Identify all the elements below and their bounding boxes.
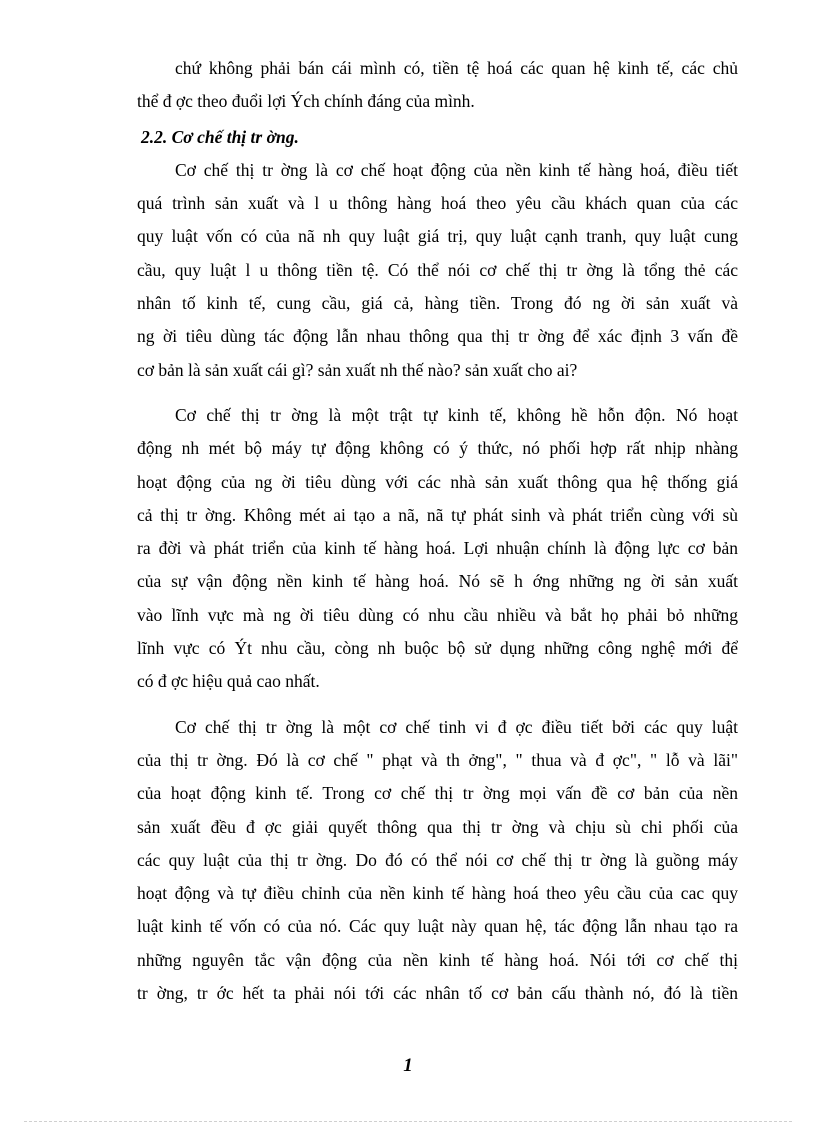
paragraph-2-line-3: hoạt động của ng ời tiêu dùng với các nhà sản xuất thông qua hệ thống giá [137,471,738,492]
section-heading: 2.2. Cơ chế thị tr ờng. [141,126,299,147]
paragraph-3-line-7: luật kinh tế vốn có của nó. Các quy luật này quan hệ, tác động lẫn nhau tạo ra [137,916,738,937]
paragraph-2-line-1: Cơ chế thị tr ờng là một trật tự kinh tế, không hề hỗn độn. Nó hoạt [175,404,738,425]
paragraph-3-line-9: tr ờng, tr ớc hết ta phải nói tới các nhân tố cơ bản cấu thành nó, đó là tiền [137,983,738,1004]
paragraph-1-line-4: cầu, quy luật l u thông tiền tệ. Có thể nói cơ chế thị tr ờng là tổng thẻ các [137,259,738,280]
page-number: 1 [403,1055,413,1076]
page-bottom-divider [24,1121,792,1122]
paragraph-2-line-2: động nh mét bộ máy tự động không có ý thức, nó phối hợp rất nhịp nhàng [137,438,738,459]
paragraph-3 [137,711,738,1011]
paragraph-3-line-3: của hoạt động kinh tế. Trong cơ chế thị tr ờng mọi vấn đề cơ bản của nền [137,783,738,804]
paragraph-2-line-5: ra đời và phát triển của kinh tế hàng hoá. Lợi nhuận chính là động lực cơ bản [137,538,738,559]
paragraph-2 [137,399,738,699]
paragraph-2-line-4: cả thị tr ờng. Không mét ai tạo a nã, nã tự phát sinh và phát triển cùng với sù [137,504,738,525]
paragraph-3-line-8: những nguyên tắc vận động của nền kinh tế hàng hoá. Nói tới cơ chế thị [137,949,738,970]
intro-line-1: chứ không phải bán cái mình có, tiền tệ hoá các quan hệ kinh tế, các chủ [175,58,738,78]
paragraph-2-line-9: có đ ợc hiệu quả cao nhất. [137,671,320,692]
paragraph-2-line-7: vào lĩnh vực mà ng ời tiêu dùng có nhu cầu nhiều và bắt họ phải bỏ những [137,604,738,625]
paragraph-2-line-6: của sự vận động nền kinh tế hàng hoá. Nó sẽ h ớng những ng ời sản xuất [137,571,738,592]
paragraph-1-line-6: ng ời tiêu dùng tác động lẫn nhau thông qua thị tr ờng để xác định 3 vấn đề [137,326,738,347]
paragraph-1-line-5: nhân tố kinh tế, cung cầu, giá cả, hàng tiền. Trong đó ng ời sản xuất và [137,293,738,314]
paragraph-1-line-1: Cơ chế thị tr ờng là cơ chế hoạt động của nền kinh tế hàng hoá, điều tiết [175,159,738,180]
paragraph-1-line-3: quy luật vốn có của nã nh quy luật giá trị, quy luật cạnh tranh, quy luật cung [137,226,738,247]
document-page [137,52,738,1010]
paragraph-2-line-8: lĩnh vực có Ýt nhu cầu, còng nh buộc bộ sử dụng những công nghệ mới để [137,638,738,659]
paragraph-1-line-2: quá trình sản xuất và l u thông hàng hoá theo yêu cầu khách quan của các [137,193,738,214]
intro-line-2: thể đ ợc theo đuổi lợi Ých chính đáng của mình. [137,91,475,112]
paragraph-3-line-5: các quy luật của thị tr ờng. Do đó có thể nói cơ chế thị tr ờng là guồng máy [137,849,738,870]
paragraph-1-line-7: cơ bản là sản xuất cái gì? sản xuất nh thế nào? sản xuất cho ai? [137,359,578,380]
paragraph-3-line-1: Cơ chế thị tr ờng là một cơ chế tinh vi đ ợc điều tiết bởi các quy luật [175,716,738,737]
paragraph-3-line-6: hoạt động và tự điều chỉnh của nền kinh tế hàng hoá theo yêu cầu của cac quy [137,883,738,904]
paragraph-1 [137,154,738,387]
paragraph-3-line-4: sản xuất đều đ ợc giải quyết thông qua thị tr ờng và chịu sù chi phối của [137,816,738,837]
paragraph-3-line-2: của thị tr ờng. Đó là cơ chế " phạt và th ởng", " thua và đ ợc", " lỗ và lãi" [137,749,738,770]
